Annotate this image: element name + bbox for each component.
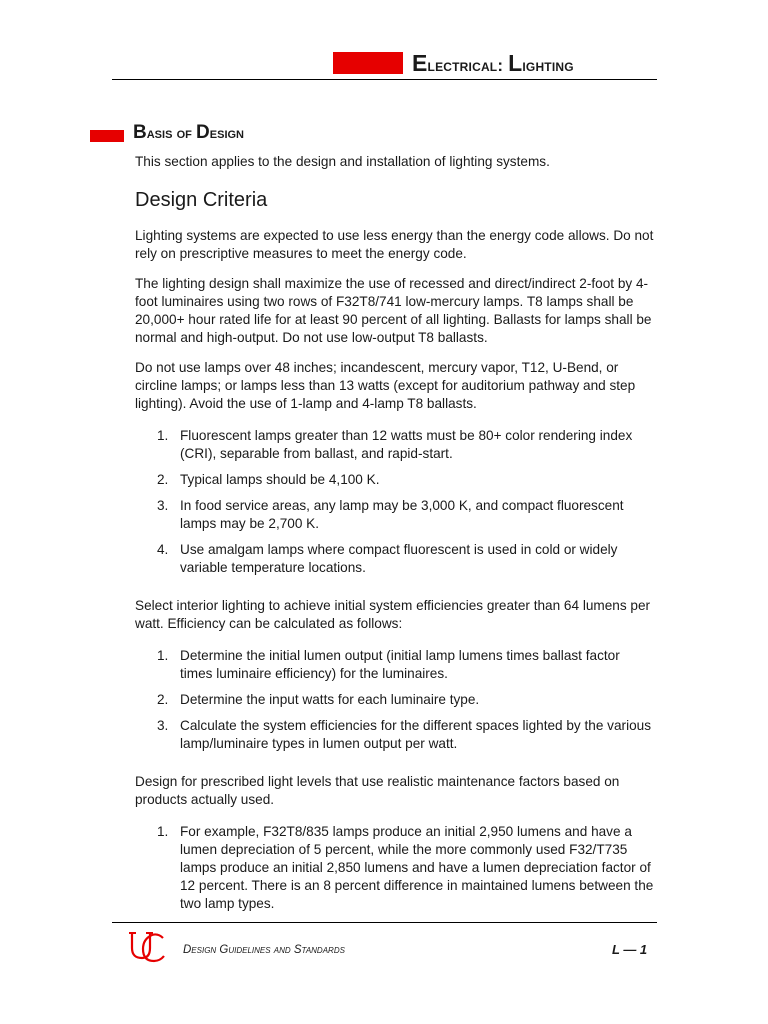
lamp-requirements-list — [135, 427, 655, 577]
section-red-bar — [90, 130, 124, 142]
header-rule — [112, 79, 657, 80]
page-number: L — 1 — [612, 942, 648, 957]
list-item: 3. In food service areas, any lamp may be 3,000 K, and compact fluorescent lamps may be 2,700 K. — [157, 498, 624, 531]
paragraph: Lighting systems are expected to use less energy than the energy code allows. Do not rely on prescriptive measures to meet the energy code. — [135, 228, 654, 261]
subheading-design-criteria: Design Criteria — [135, 189, 268, 211]
footer-label: Design Guidelines and Standards — [183, 944, 345, 956]
efficiency-steps-list — [135, 647, 655, 753]
list-item: 1. Determine the initial lumen output (initial lamp lumens times ballast factor times luminaire efficiency) for the luminaires. — [157, 648, 620, 681]
paragraph: Design for prescribed light levels that use realistic maintenance factors based on products actually used. — [135, 774, 620, 807]
paragraph: The lighting design shall maximize the use of recessed and direct/indirect 2-foot by 4-foot luminaires using two rows of F32T8/741 low-mercury lamps. T8 lamps shall be 20,000+ hour rated life for at least 90 percent of all lighting. Ballasts for lamps shall be normal and high-output. Do not use low-output T8 ballasts. — [135, 276, 652, 345]
list-item: 1. For example, F32T8/835 lamps produce an initial 2,950 lumens and have a lumen depreciation of 5 percent, while the more commonly used F32/T735 lamps produce an initial 2,850 lumens and have a lumen depreciation factor of 12 percent. There is an 8 percent difference in maintained lumens between the two lamp types. — [157, 824, 654, 911]
list-item: 2. Typical lamps should be 4,100 K. — [157, 472, 380, 487]
list-item: 3. Calculate the system efficiencies for the different spaces lighted by the various lamp/luminaire types in lumen output per watt. — [157, 718, 652, 751]
list-item: 1. Fluorescent lamps greater than 12 watts must be 80+ color rendering index (CRI), separable from ballast, and rapid-start. — [157, 428, 633, 461]
intro-text: This section applies to the design and installation of lighting systems. — [135, 154, 550, 169]
header-red-bar — [333, 52, 403, 74]
uc-logo-icon — [128, 930, 166, 964]
list-item: 2. Determine the input watts for each luminaire type. — [157, 692, 480, 707]
example-list — [135, 823, 655, 913]
footer-rule — [112, 922, 657, 923]
paragraph: Select interior lighting to achieve initial system efficiencies greater than 64 lumens per watt. Efficiency can be calculated as follows: — [135, 598, 651, 631]
page-title: Electrical: Lighting — [412, 50, 574, 76]
paragraph: Do not use lamps over 48 inches; incandescent, mercury vapor, T12, U-Bend, or circline lamps; or lamps less than 13 watts (except for auditorium pathway and step lighting). Avoid the use of 1-lamp and 4-lamp T8 ballasts. — [135, 360, 636, 411]
main-content — [135, 153, 655, 933]
section-title: Basis of Design — [133, 122, 244, 143]
list-item: 4. Use amalgam lamps where compact fluorescent is used in cold or widely variable temperature locations. — [157, 542, 618, 575]
